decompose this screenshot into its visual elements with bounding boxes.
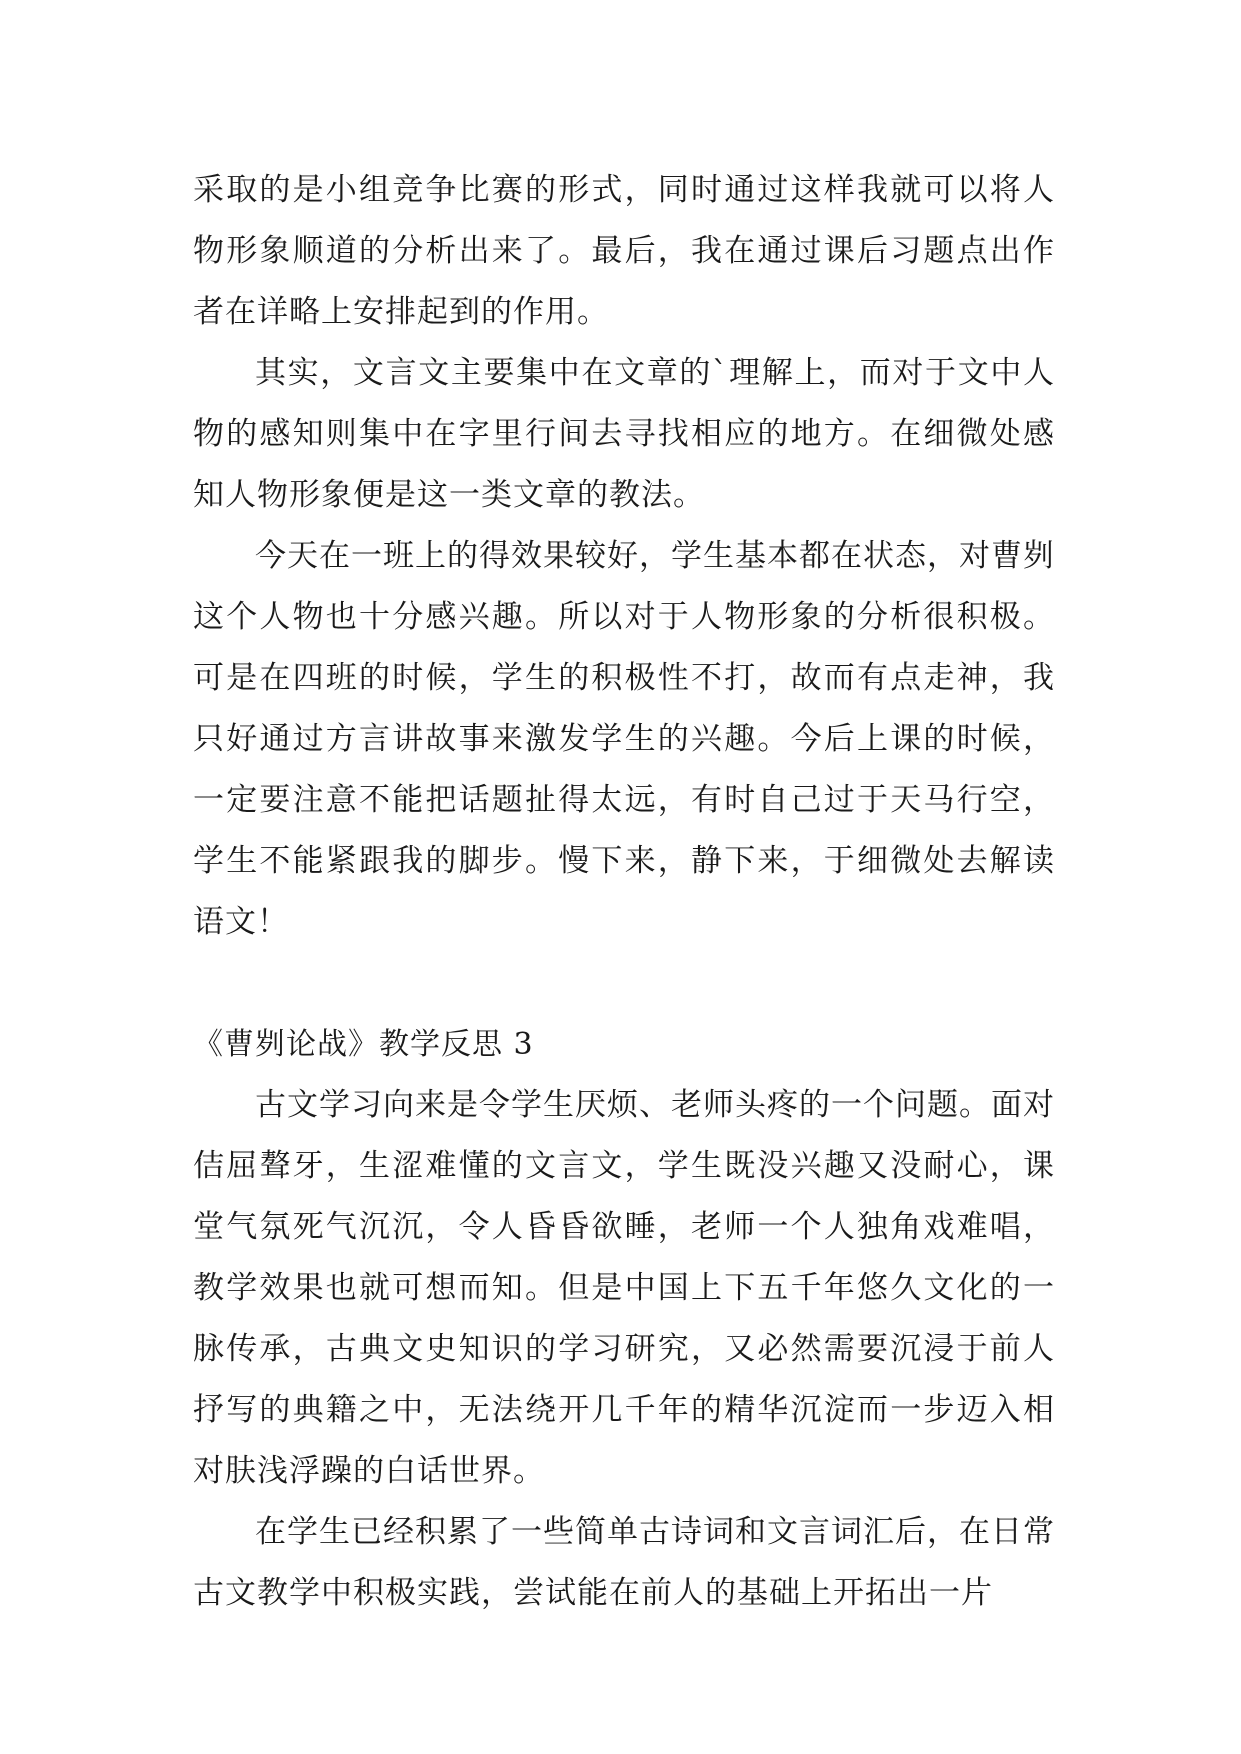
- paragraph-class-reflection: 今天在一班上的得效果较好，学生基本都在状态，对曹刿这个人物也十分感兴趣。所以对于人物形象的分析很积极。可是在四班的时候，学生的积极性不打，故而有点走神，我只好通过方言讲故事来激发学生的兴趣。今后上课的时候，一定要注意不能把话题扯得太远，有时自己过于天马行空，学生不能紧跟我的脚步。慢下来，静下来，于细微处去解读语文！: [193, 538, 1055, 940]
- paragraph-ancient-text-learning: 古文学习向来是令学生厌烦、老师头疼的一个问题。面对佶屈聱牙，生涩难懂的文言文，学生既没兴趣又没耐心，课堂气氛死气沉沉，令人昏昏欲睡，老师一个人独角戏难唱，教学效果也就可想而知。但是中国上下五千年悠久文化的一脉传承，古典文史知识的学习研究，又必然需要沉浸于前人抒写的典籍之中，无法绕开几千年的精华沉淀而一步迈入相对肤浅浮躁的白话世界。: [193, 1087, 1055, 1489]
- paragraph-classical-chinese-reading: 其实，文言文主要集中在文章的`理解上，而对于文中人物的感知则集中在字里行间去寻找相应的地方。在细微处感知人物形象便是这一类文章的教法。: [193, 355, 1055, 513]
- document-body: [193, 160, 1055, 1624]
- section-heading: 《曹刿论战》教学反思 3: [193, 1027, 534, 1062]
- section-spacer: [193, 953, 1055, 1014]
- paragraph-continuation: 采取的是小组竞争比赛的形式，同时通过这样我就可以将人物形象顺道的分析出来了。最后，我在通过课后习题点出作者在详略上安排起到的作用。: [193, 172, 1055, 330]
- paragraph-teaching-practice: 在学生已经积累了一些简单古诗词和文言词汇后，在日常古文教学中积极实践，尝试能在前人的基础上开拓出一片: [193, 1514, 1055, 1611]
